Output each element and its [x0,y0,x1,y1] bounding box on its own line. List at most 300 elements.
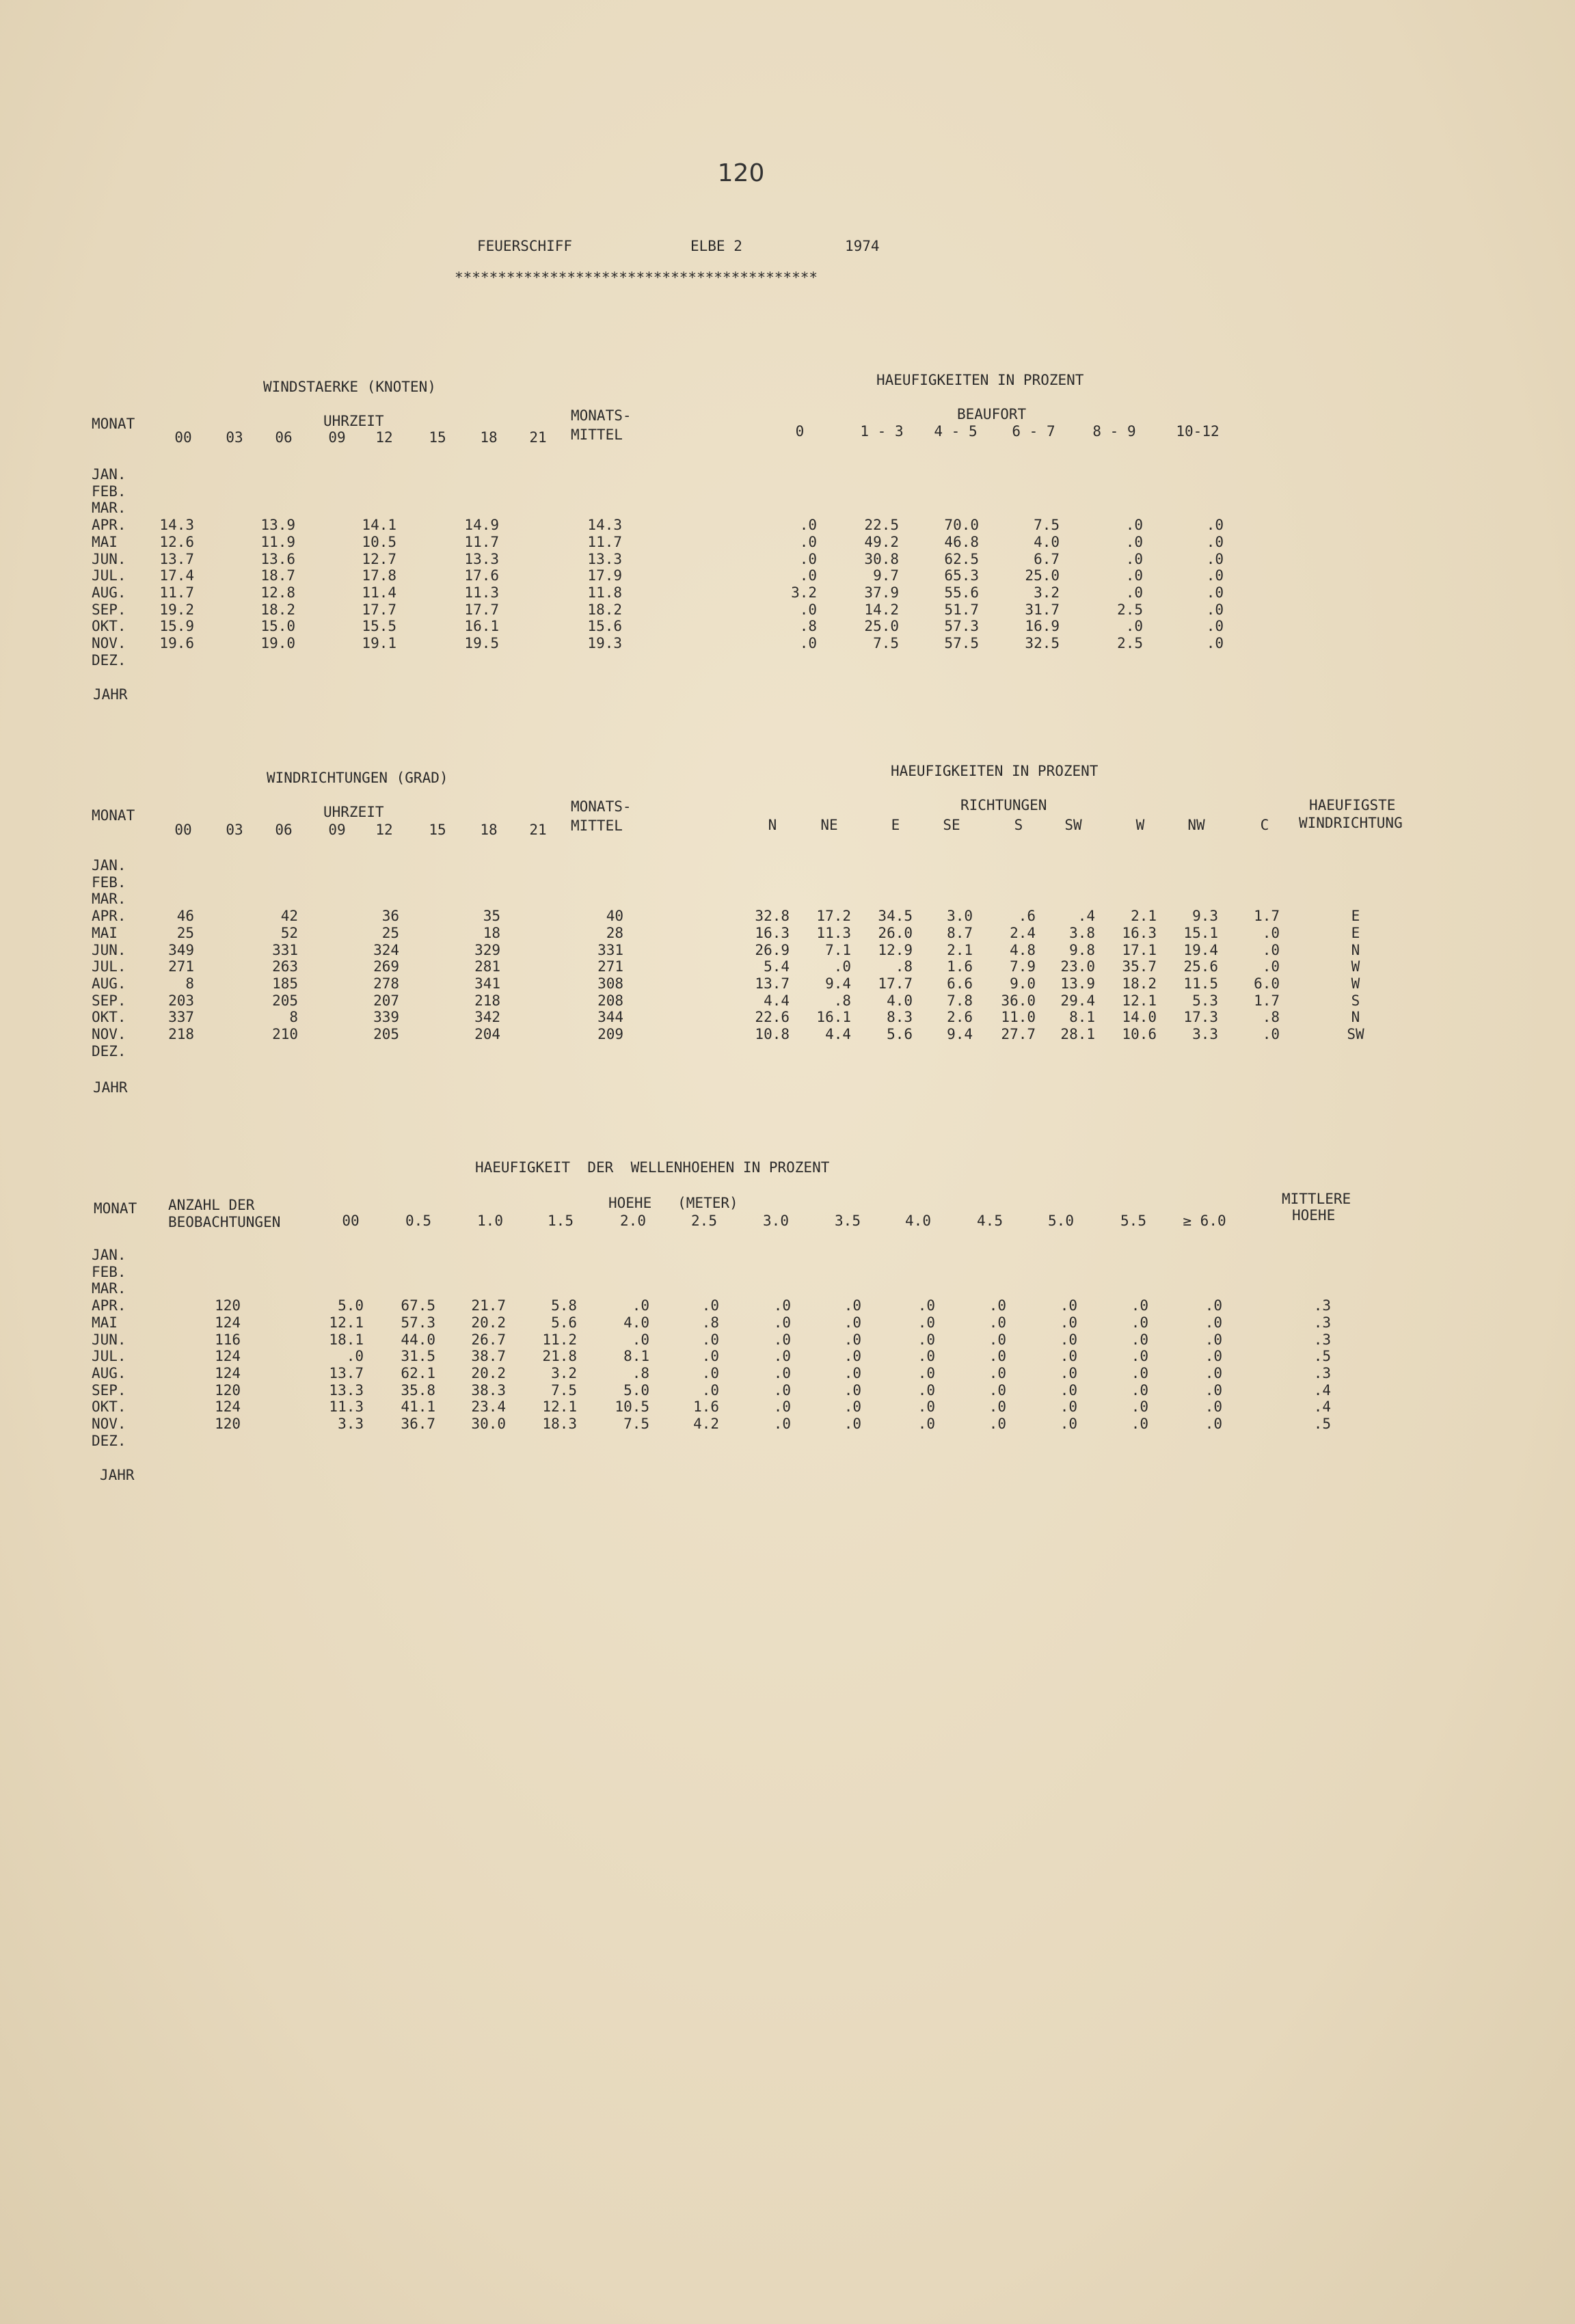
table-cell: 35.7 [1122,958,1157,975]
table-cell: 331 [272,941,298,958]
direction-col-header: NE [820,817,838,833]
month-label: JUN. [92,550,126,567]
monats-label-2b: MITTEL [571,818,623,834]
table-cell: 7.1 [825,941,851,958]
table-cell: 7.5 [623,1416,649,1432]
month-label: JUL. [92,958,126,975]
table-cell: .0 [1125,533,1143,550]
table-cell: .0 [988,1416,1006,1432]
month-label: DEZ. [92,1432,126,1449]
table-cell: 17.7 [878,975,913,992]
table-cell: 30.8 [864,550,899,567]
table-cell: 17.6 [464,567,499,584]
table-cell: 14.3 [159,517,194,534]
table-cell: .0 [1262,1026,1280,1042]
table-cell: 331 [597,941,623,958]
table-cell: .6 [1018,908,1036,925]
table-cell: 25.0 [864,618,899,635]
table-cell: 18.1 [329,1331,364,1348]
table-cell: 271 [597,958,623,975]
table-cell: .0 [1125,567,1143,584]
table-cell: 1.6 [693,1399,719,1416]
table-cell: 21.7 [471,1297,506,1314]
hour-col-header: 06 [275,822,293,838]
table-cell: 3.2 [1034,584,1060,601]
table-cell: 218 [474,992,500,1009]
table-cell: .0 [1131,1416,1148,1432]
table-cell: .0 [1204,1297,1222,1314]
month-label: APR. [92,517,126,534]
jahr-label-3: JAHR [100,1467,135,1483]
table-cell: 4.8 [1010,941,1036,958]
table-cell: 324 [373,941,399,958]
month-label: JAN. [92,466,126,483]
table-cell: .0 [773,1364,791,1381]
table-cell: 11.7 [159,584,194,601]
table-cell: .0 [1131,1399,1148,1416]
table-cell: .5 [1313,1416,1331,1432]
table-cell: 14.2 [864,601,899,618]
month-label: AUG. [92,1364,126,1381]
table-cell: .0 [988,1314,1006,1331]
table-cell: 65.3 [944,567,979,584]
table-cell: 17.8 [362,567,396,584]
table-cell: 207 [373,992,399,1009]
hour-col-header: 12 [375,822,393,838]
table-cell: .0 [1206,601,1224,618]
table-cell: 13.3 [587,550,622,567]
table-cell: 32.8 [755,908,790,925]
month-label: NOV. [92,1026,126,1042]
month-label: NOV. [92,635,126,651]
table-cell: 16.9 [1025,618,1060,635]
table-cell: .0 [1204,1381,1222,1399]
table-cell: 19.5 [464,635,499,651]
table-cell: .0 [1125,517,1143,534]
table-cell: 337 [168,1009,194,1026]
table-cell: .0 [701,1381,719,1399]
table-cell: 8.1 [623,1348,649,1365]
hour-col-header: 15 [429,822,446,838]
hour-col-header: 21 [529,822,547,838]
monat-label-1: MONAT [92,416,135,432]
table-cell: 31.5 [401,1348,435,1365]
table-cell: 124 [215,1364,241,1381]
table-cell: .0 [1262,958,1280,975]
table-cell: 3.2 [791,584,817,601]
table-cell: .0 [1204,1314,1222,1331]
header-name: ELBE 2 [690,238,742,254]
beaufort-col-header: 4 - 5 [934,423,978,440]
table-cell: 14.0 [1122,1009,1157,1026]
table-cell: 14.3 [587,517,622,534]
jahr-label-1: JAHR [93,686,128,703]
hour-col-header: 09 [328,429,346,446]
anzahl-label-2: BEOBACHTUNGEN [168,1214,281,1230]
table-cell: 349 [168,941,194,958]
table-cell: 5.3 [1192,992,1218,1009]
table-cell: 38.7 [471,1348,506,1365]
winddir-title: WINDRICHTUNGEN (GRAD) [267,770,448,786]
table-cell: .0 [1060,1314,1077,1331]
table-cell: 5.8 [551,1297,577,1314]
table-cell: 36.7 [401,1416,435,1432]
table-cell: E [1351,924,1360,941]
table-cell: 57.3 [944,618,979,635]
table-cell: 5.0 [623,1381,649,1399]
table-cell: 7.9 [1010,958,1036,975]
table-cell: .8 [895,958,913,975]
wave-col-header: 5.0 [1048,1213,1074,1229]
table-cell: 2.4 [1010,924,1036,941]
table-cell: .0 [1060,1364,1077,1381]
direction-col-header: C [1260,817,1269,833]
month-label: FEB. [92,1263,126,1280]
table-cell: .0 [844,1416,861,1432]
table-cell: 41.1 [401,1399,435,1416]
month-label: SEP. [92,992,126,1009]
table-cell: 12.7 [362,550,396,567]
table-cell: .0 [1204,1348,1222,1365]
table-cell: 124 [215,1314,241,1331]
table-cell: 12.1 [542,1399,577,1416]
direction-col-header: NW [1187,817,1205,833]
table-cell: .0 [1131,1364,1148,1381]
table-cell: 46 [176,908,194,925]
table-cell: E [1351,908,1360,925]
table-cell: 15.1 [1183,924,1218,941]
table-cell: .0 [988,1348,1006,1365]
haeufigste-label-2: WINDRICHTUNG [1299,815,1403,831]
table-cell: .0 [917,1416,935,1432]
mittlere-label-1: MITTLERE [1282,1191,1351,1207]
table-cell: 11.7 [464,533,499,550]
table-cell: .0 [346,1348,364,1365]
table-cell: .0 [1131,1314,1148,1331]
table-cell: S [1351,992,1360,1009]
table-cell: 6.7 [1034,550,1060,567]
header-year: 1974 [845,238,880,254]
table-cell: .0 [1206,550,1224,567]
table-cell: N [1351,1009,1360,1026]
table-cell: 16.3 [755,924,790,941]
table-cell: 339 [373,1009,399,1026]
table-cell: 3.3 [1192,1026,1218,1042]
table-cell: 8 [185,975,194,992]
table-cell: .0 [773,1381,791,1399]
table-cell: 27.7 [1001,1026,1036,1042]
table-cell: 51.7 [944,601,979,618]
beaufort-col-header: 0 [795,423,805,440]
table-cell: 8.3 [887,1009,913,1026]
table-cell: 13.9 [260,517,295,534]
table-cell: 263 [272,958,298,975]
table-cell: 4.0 [1034,533,1060,550]
table-cell: 31.7 [1025,601,1060,618]
table-cell: .0 [833,958,851,975]
month-label: MAR. [92,891,126,908]
table-cell: .0 [1125,550,1143,567]
table-cell: .0 [988,1364,1006,1381]
table-cell: 35.8 [401,1381,435,1399]
hour-col-header: 21 [529,429,547,446]
hour-col-header: 06 [275,429,293,446]
wave-col-header: 4.5 [977,1213,1003,1229]
table-cell: 57.3 [401,1314,435,1331]
table-cell: 7.5 [551,1381,577,1399]
month-label: SEP. [92,601,126,618]
table-cell: 218 [168,1026,194,1042]
wave-col-header: 2.5 [691,1213,717,1229]
table-cell: 204 [474,1026,500,1042]
direction-col-header: W [1135,817,1145,833]
table-cell: 13.6 [260,550,295,567]
table-cell: SW [1347,1026,1364,1042]
table-cell: .8 [701,1314,719,1331]
table-cell: 17.2 [816,908,851,925]
table-cell: 341 [474,975,500,992]
table-cell: .0 [1131,1297,1148,1314]
table-cell: 20.2 [471,1364,506,1381]
table-cell: 116 [215,1331,241,1348]
table-cell: .0 [773,1331,791,1348]
direction-col-header: SW [1064,817,1082,833]
table-cell: .0 [844,1364,861,1381]
table-cell: 2.5 [1117,635,1143,651]
table-cell: 16.3 [1122,924,1157,941]
table-cell: 120 [215,1297,241,1314]
table-cell: 26.7 [471,1331,506,1348]
table-cell: 18.3 [542,1416,577,1432]
table-cell: .0 [701,1297,719,1314]
table-cell: .8 [833,992,851,1009]
page-number: 120 [717,159,765,187]
table-cell: .0 [773,1399,791,1416]
beaufort-col-header: 1 - 3 [860,423,904,440]
windspeed-title: WINDSTAERKE (KNOTEN) [263,379,436,395]
table-cell: 2.1 [947,941,973,958]
table-cell: 7.8 [947,992,973,1009]
table-cell: 26.9 [755,941,790,958]
direction-col-header: E [891,817,900,833]
table-cell: W [1351,975,1360,992]
table-cell: .5 [1313,1348,1331,1365]
hour-col-header: 18 [480,429,498,446]
table-cell: .0 [773,1314,791,1331]
table-cell: 15.5 [362,618,396,635]
table-cell: 25 [176,924,194,941]
table-cell: 11.5 [1183,975,1218,992]
table-cell: 46.8 [944,533,979,550]
table-cell: 9.8 [1069,941,1095,958]
month-label: MAI [92,533,118,550]
table-cell: 2.6 [947,1009,973,1026]
month-label: FEB. [92,483,126,500]
hour-col-header: 15 [429,429,446,446]
table-cell: 19.4 [1183,941,1218,958]
table-cell: .0 [1060,1381,1077,1399]
month-label: JUL. [92,1348,126,1365]
table-cell: .0 [773,1348,791,1365]
month-label: JUL. [92,567,126,584]
month-label: OKT. [92,618,126,635]
table-cell: .4 [1077,908,1095,925]
table-cell: 17.7 [464,601,499,618]
uhrzeit-label-1: UHRZEIT [323,413,384,429]
wave-col-header: 5.5 [1120,1213,1146,1229]
table-cell: 4.4 [764,992,790,1009]
table-cell: .3 [1313,1331,1331,1348]
table-cell: 11.4 [362,584,396,601]
table-cell: 52 [280,924,298,941]
table-cell: 344 [597,1009,623,1026]
table-cell: 3.2 [551,1364,577,1381]
table-cell: 6.0 [1254,975,1280,992]
table-cell: .0 [1060,1348,1077,1365]
table-cell: 25.6 [1183,958,1218,975]
table-cell: 15.6 [587,618,622,635]
table-cell: 12.1 [1122,992,1157,1009]
table-cell: 7.5 [1034,517,1060,534]
table-cell: 62.5 [944,550,979,567]
beaufort-col-header: 10-12 [1176,423,1220,440]
table-cell: 13.7 [159,550,194,567]
table-cell: .0 [1204,1364,1222,1381]
table-cell: 26.0 [878,924,913,941]
table-cell: 11.7 [587,533,622,550]
table-cell: 11.3 [464,584,499,601]
table-cell: .0 [1204,1399,1222,1416]
table-cell: .0 [1060,1297,1077,1314]
table-cell: 37.9 [864,584,899,601]
table-cell: W [1351,958,1360,975]
table-cell: 13.7 [329,1364,364,1381]
jahr-label-2: JAHR [93,1079,128,1096]
table-cell: 308 [597,975,623,992]
table-cell: .0 [632,1331,649,1348]
table-cell: .8 [799,618,817,635]
table-cell: .3 [1313,1314,1331,1331]
table-cell: 14.1 [362,517,396,534]
table-cell: .0 [988,1399,1006,1416]
table-cell: 124 [215,1399,241,1416]
header-stars: ****************************************** [455,269,818,286]
table-cell: .0 [1206,533,1224,550]
wave-col-header: ≥ 6.0 [1183,1213,1226,1229]
table-cell: 185 [272,975,298,992]
table-cell: 29.4 [1060,992,1095,1009]
wave-col-header: 1.5 [548,1213,574,1229]
table-cell: .4 [1313,1399,1331,1416]
month-label: JAN. [92,1247,126,1263]
table-cell: .0 [1125,618,1143,635]
table-cell: .0 [1206,584,1224,601]
haeufigste-label-1: HAEUFIGSTE [1309,797,1396,813]
table-cell: .0 [1060,1331,1077,1348]
table-cell: 208 [597,992,623,1009]
table-cell: 271 [168,958,194,975]
table-cell: 8.1 [1069,1009,1095,1026]
table-cell: .0 [844,1297,861,1314]
table-cell: 4.4 [825,1026,851,1042]
hour-col-header: 09 [328,822,346,838]
table-cell: 18 [483,924,500,941]
table-cell: .0 [1206,567,1224,584]
table-cell: 12.6 [159,533,194,550]
table-cell: 25.0 [1025,567,1060,584]
direction-col-header: SE [943,817,960,833]
table-cell: 9.3 [1192,908,1218,925]
haeuf-title-2: HAEUFIGKEITEN IN PROZENT [891,763,1099,779]
month-label: MAI [92,1314,118,1331]
wave-col-header: 2.0 [620,1213,646,1229]
table-cell: .0 [988,1297,1006,1314]
hour-col-header: 03 [226,429,243,446]
table-cell: 17.7 [362,601,396,618]
table-cell: 1.7 [1254,908,1280,925]
table-cell: 10.5 [362,533,396,550]
table-cell: .3 [1313,1364,1331,1381]
table-cell: 5.6 [551,1314,577,1331]
table-cell: .0 [773,1416,791,1432]
table-cell: 22.5 [864,517,899,534]
hoehe-title: HOEHE (METER) [608,1195,738,1211]
wave-col-header: 4.0 [905,1213,931,1229]
table-cell: 120 [215,1416,241,1432]
table-cell: 35 [483,908,500,925]
table-cell: .0 [1262,941,1280,958]
table-cell: 4.0 [887,992,913,1009]
hour-col-header: 00 [174,822,192,838]
month-label: JUN. [92,941,126,958]
table-cell: .0 [1131,1381,1148,1399]
table-cell: 1.7 [1254,992,1280,1009]
table-cell: 11.2 [542,1331,577,1348]
table-cell: 11.0 [1001,1009,1036,1026]
table-cell: 3.3 [338,1416,364,1432]
table-cell: 5.0 [338,1297,364,1314]
table-cell: 205 [272,992,298,1009]
table-cell: 36 [381,908,399,925]
table-cell: .0 [844,1331,861,1348]
table-cell: 13.3 [464,550,499,567]
table-cell: 19.3 [587,635,622,651]
month-label: APR. [92,1297,126,1314]
table-cell: .0 [632,1297,649,1314]
table-cell: 38.3 [471,1381,506,1399]
table-cell: .0 [701,1364,719,1381]
mittlere-label-2: HOEHE [1292,1207,1336,1224]
table-cell: 10.8 [755,1026,790,1042]
waves-title: HAEUFIGKEIT DER WELLENHOEHEN IN PROZENT [475,1159,830,1176]
monats-label-1a: MONATS- [571,407,632,424]
month-label: DEZ. [92,1042,126,1059]
table-cell: 42 [280,908,298,925]
table-cell: 49.2 [864,533,899,550]
table-cell: 17.9 [587,567,622,584]
direction-col-header: N [768,817,777,833]
table-cell: .0 [773,1297,791,1314]
hour-col-header: 00 [174,429,192,446]
table-cell: 9.4 [825,975,851,992]
month-label: SEP. [92,1381,126,1399]
table-cell: 19.2 [159,601,194,618]
table-cell: 18.2 [260,601,295,618]
table-cell: .0 [799,517,817,534]
table-cell: 22.6 [755,1009,790,1026]
table-cell: 4.0 [623,1314,649,1331]
table-cell: 23.0 [1060,958,1095,975]
